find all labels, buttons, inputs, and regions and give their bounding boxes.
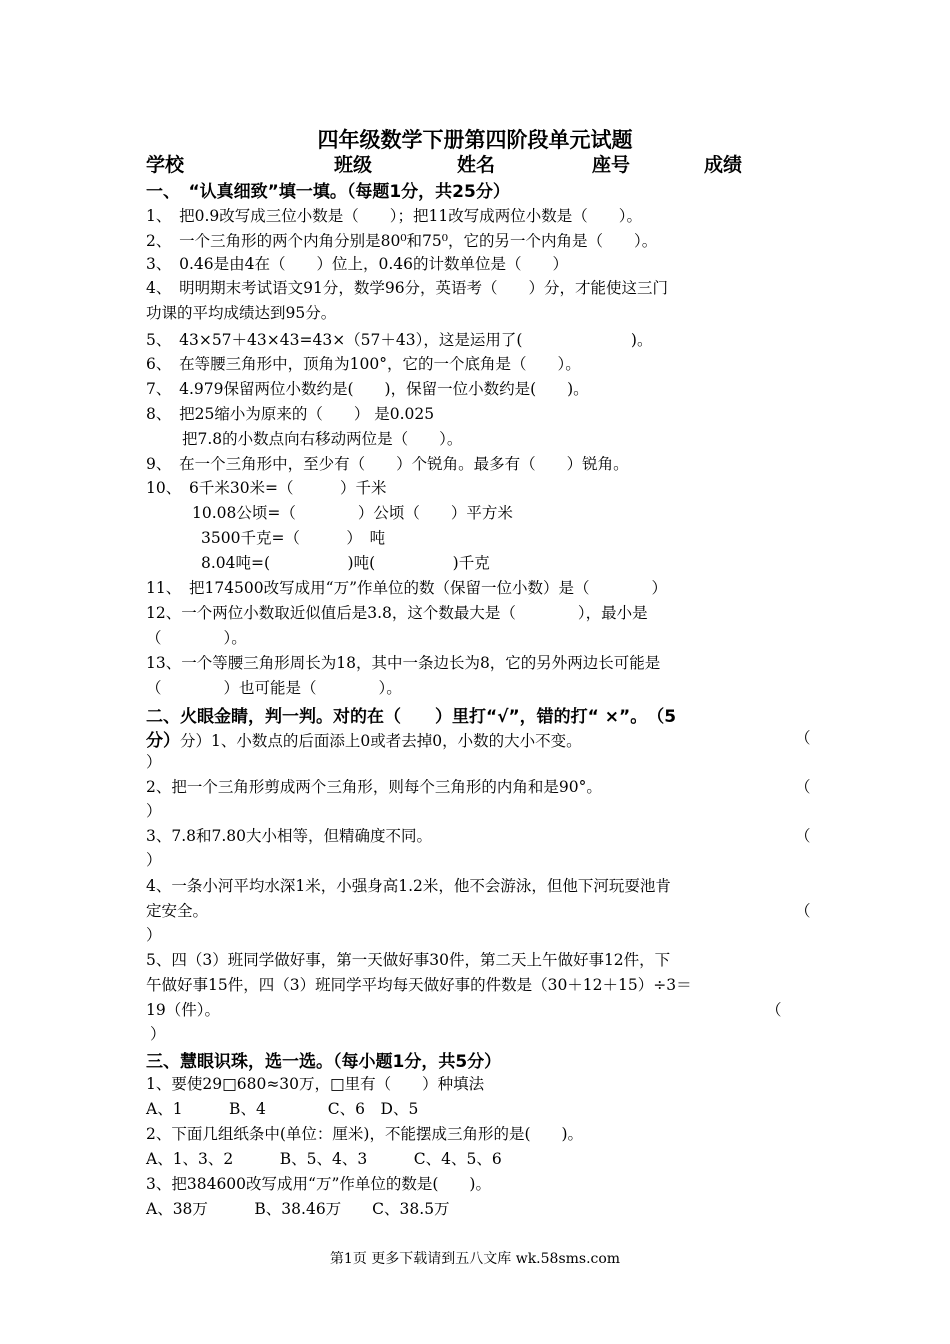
judge-item: 2、把一个三角形剪成两个三角形，则每个三角形的内角和是90°。 xyxy=(146,778,602,796)
judge-bracket-close: ） xyxy=(146,753,162,771)
score-label: 成绩 xyxy=(704,154,743,176)
class-label: 班级 xyxy=(334,154,373,176)
choice-question: 1、要使29□680≈30万，□里有（ ）种填法 xyxy=(146,1075,485,1093)
question-line: 3500千克=（ ） 吨 xyxy=(201,529,386,547)
judge-bracket-open[interactable]: （ xyxy=(795,729,811,747)
question-line: 10、 6千米30米=（ ）千米 xyxy=(146,479,387,497)
question-line: （ ）。 xyxy=(146,629,247,647)
choice-options: A、38万 B、38.46万 C、38.5万 xyxy=(146,1200,450,1218)
section-3-heading: 三、慧眼识珠，选一选。（每小题1分，共5分） xyxy=(146,1052,502,1072)
choice-options: A、1、3、2 B、5、4、3 C、4、5、6 xyxy=(146,1150,502,1168)
question-line: 1、 把0.9改写成三位小数是（ ）；把11改写成两位小数是（ ）。 xyxy=(146,207,642,225)
question-line: 13、一个等腰三角形周长为18，其中一条边长为8，它的另外两边长可能是 xyxy=(146,654,661,672)
section-2-heading: 二、火眼金睛，判一判。对的在（ ）里打“√”，错的打“ ×”。 （5 xyxy=(146,707,677,727)
question-line: 9、 在一个三角形中，至少有（ ）个锐角。最多有（ ）锐角。 xyxy=(146,455,629,473)
choice-question: 2、下面几组纸条中(单位：厘米)，不能摆成三角形的是( )。 xyxy=(146,1125,584,1143)
judge-item: 分）分）1、小数点的后面添上0或者去掉0，小数的大小不变。 xyxy=(146,731,582,751)
choice-question: 3、把384600改写成用“万”作单位的数是( )。 xyxy=(146,1175,491,1193)
judge-bracket-close: ） xyxy=(150,1025,166,1043)
question-line: 4、 明明期末考试语文91分，数学96分，英语考（ ）分，才能使这三门 xyxy=(146,279,669,297)
choice-options: A、1 B、4 C、6 D、5 xyxy=(146,1100,419,1118)
question-line: 3、 0.46是由4在（ ）位上，0.46的计数单位是（ ） xyxy=(146,255,568,273)
question-line: （ ）也可能是（ ）。 xyxy=(146,679,402,697)
question-line: 功课的平均成绩达到95分。 xyxy=(146,304,337,322)
judge-bracket-open[interactable]: （ xyxy=(766,1001,782,1019)
school-label: 学校 xyxy=(146,154,185,176)
question-line: 5、 43×57＋43×43=43×（57＋43），这是运用了( )。 xyxy=(146,331,653,349)
question-line: 6、 在等腰三角形中，顶角为100°，它的一个底角是（ ）。 xyxy=(146,355,581,373)
question-line: 把7.8的小数点向右移动两位是（ ）。 xyxy=(182,430,463,448)
judge-bracket-close: ） xyxy=(146,926,162,944)
judge-item: 19（件）。 xyxy=(146,1001,220,1019)
judge-bracket-open[interactable]: （ xyxy=(795,778,811,796)
page-footer: 第1页 更多下载请到五八文库 wk.58sms.com xyxy=(329,1251,621,1267)
name-label: 姓名 xyxy=(457,154,496,176)
judge-bracket-close: ） xyxy=(146,851,162,869)
question-line: 11、 把174500改写成用“万”作单位的数（保留一位小数）是（ ） xyxy=(146,579,667,597)
judge-item: 定安全。 xyxy=(146,902,209,920)
question-line: 12、一个两位小数取近似值后是3.8，这个数最大是（ ），最小是 xyxy=(146,604,648,622)
judge-bracket-open[interactable]: （ xyxy=(795,827,811,845)
question-line: 2、 一个三角形的两个内角分别是80⁰和75⁰，它的另一个内角是（ ）。 xyxy=(146,232,658,250)
judge-item: 午做好事15件，四（3）班同学平均每天做好事的件数是（30＋12＋15）÷3＝ xyxy=(146,976,692,994)
question-line: 8、 把25缩小为原来的（ ） 是0.025 xyxy=(146,405,435,423)
seat-number-label: 座号 xyxy=(592,154,631,176)
question-line: 8.04吨=( )吨( )千克 xyxy=(201,554,490,572)
judge-bracket-open[interactable]: （ xyxy=(795,902,811,920)
student-info-row xyxy=(0,150,950,176)
section-1-heading: 一、 “认真细致”填一填。（每题1分，共25分） xyxy=(146,182,510,202)
question-line: 10.08公顷=（ ）公顷（ ）平方米 xyxy=(192,504,513,522)
judge-item: 5、四（3）班同学做好事，第一天做好事30件，第二天上午做好事12件，下 xyxy=(146,951,671,969)
judge-item-text: 分）1、小数点的后面添上0或者去掉0，小数的大小不变。 xyxy=(180,732,582,750)
judge-item: 4、一条小河平均水深1米，小强身高1.2米，他不会游泳，但他下河玩耍池肯 xyxy=(146,877,671,895)
judge-item: 3、7.8和7.80大小相等，但精确度不同。 xyxy=(146,827,433,845)
judge-bracket-close: ） xyxy=(146,802,162,820)
question-line: 7、 4.979保留两位小数约是( )，保留一位小数约是( )。 xyxy=(146,380,589,398)
page-title: 四年级数学下册第四阶段单元试题 xyxy=(317,128,633,152)
